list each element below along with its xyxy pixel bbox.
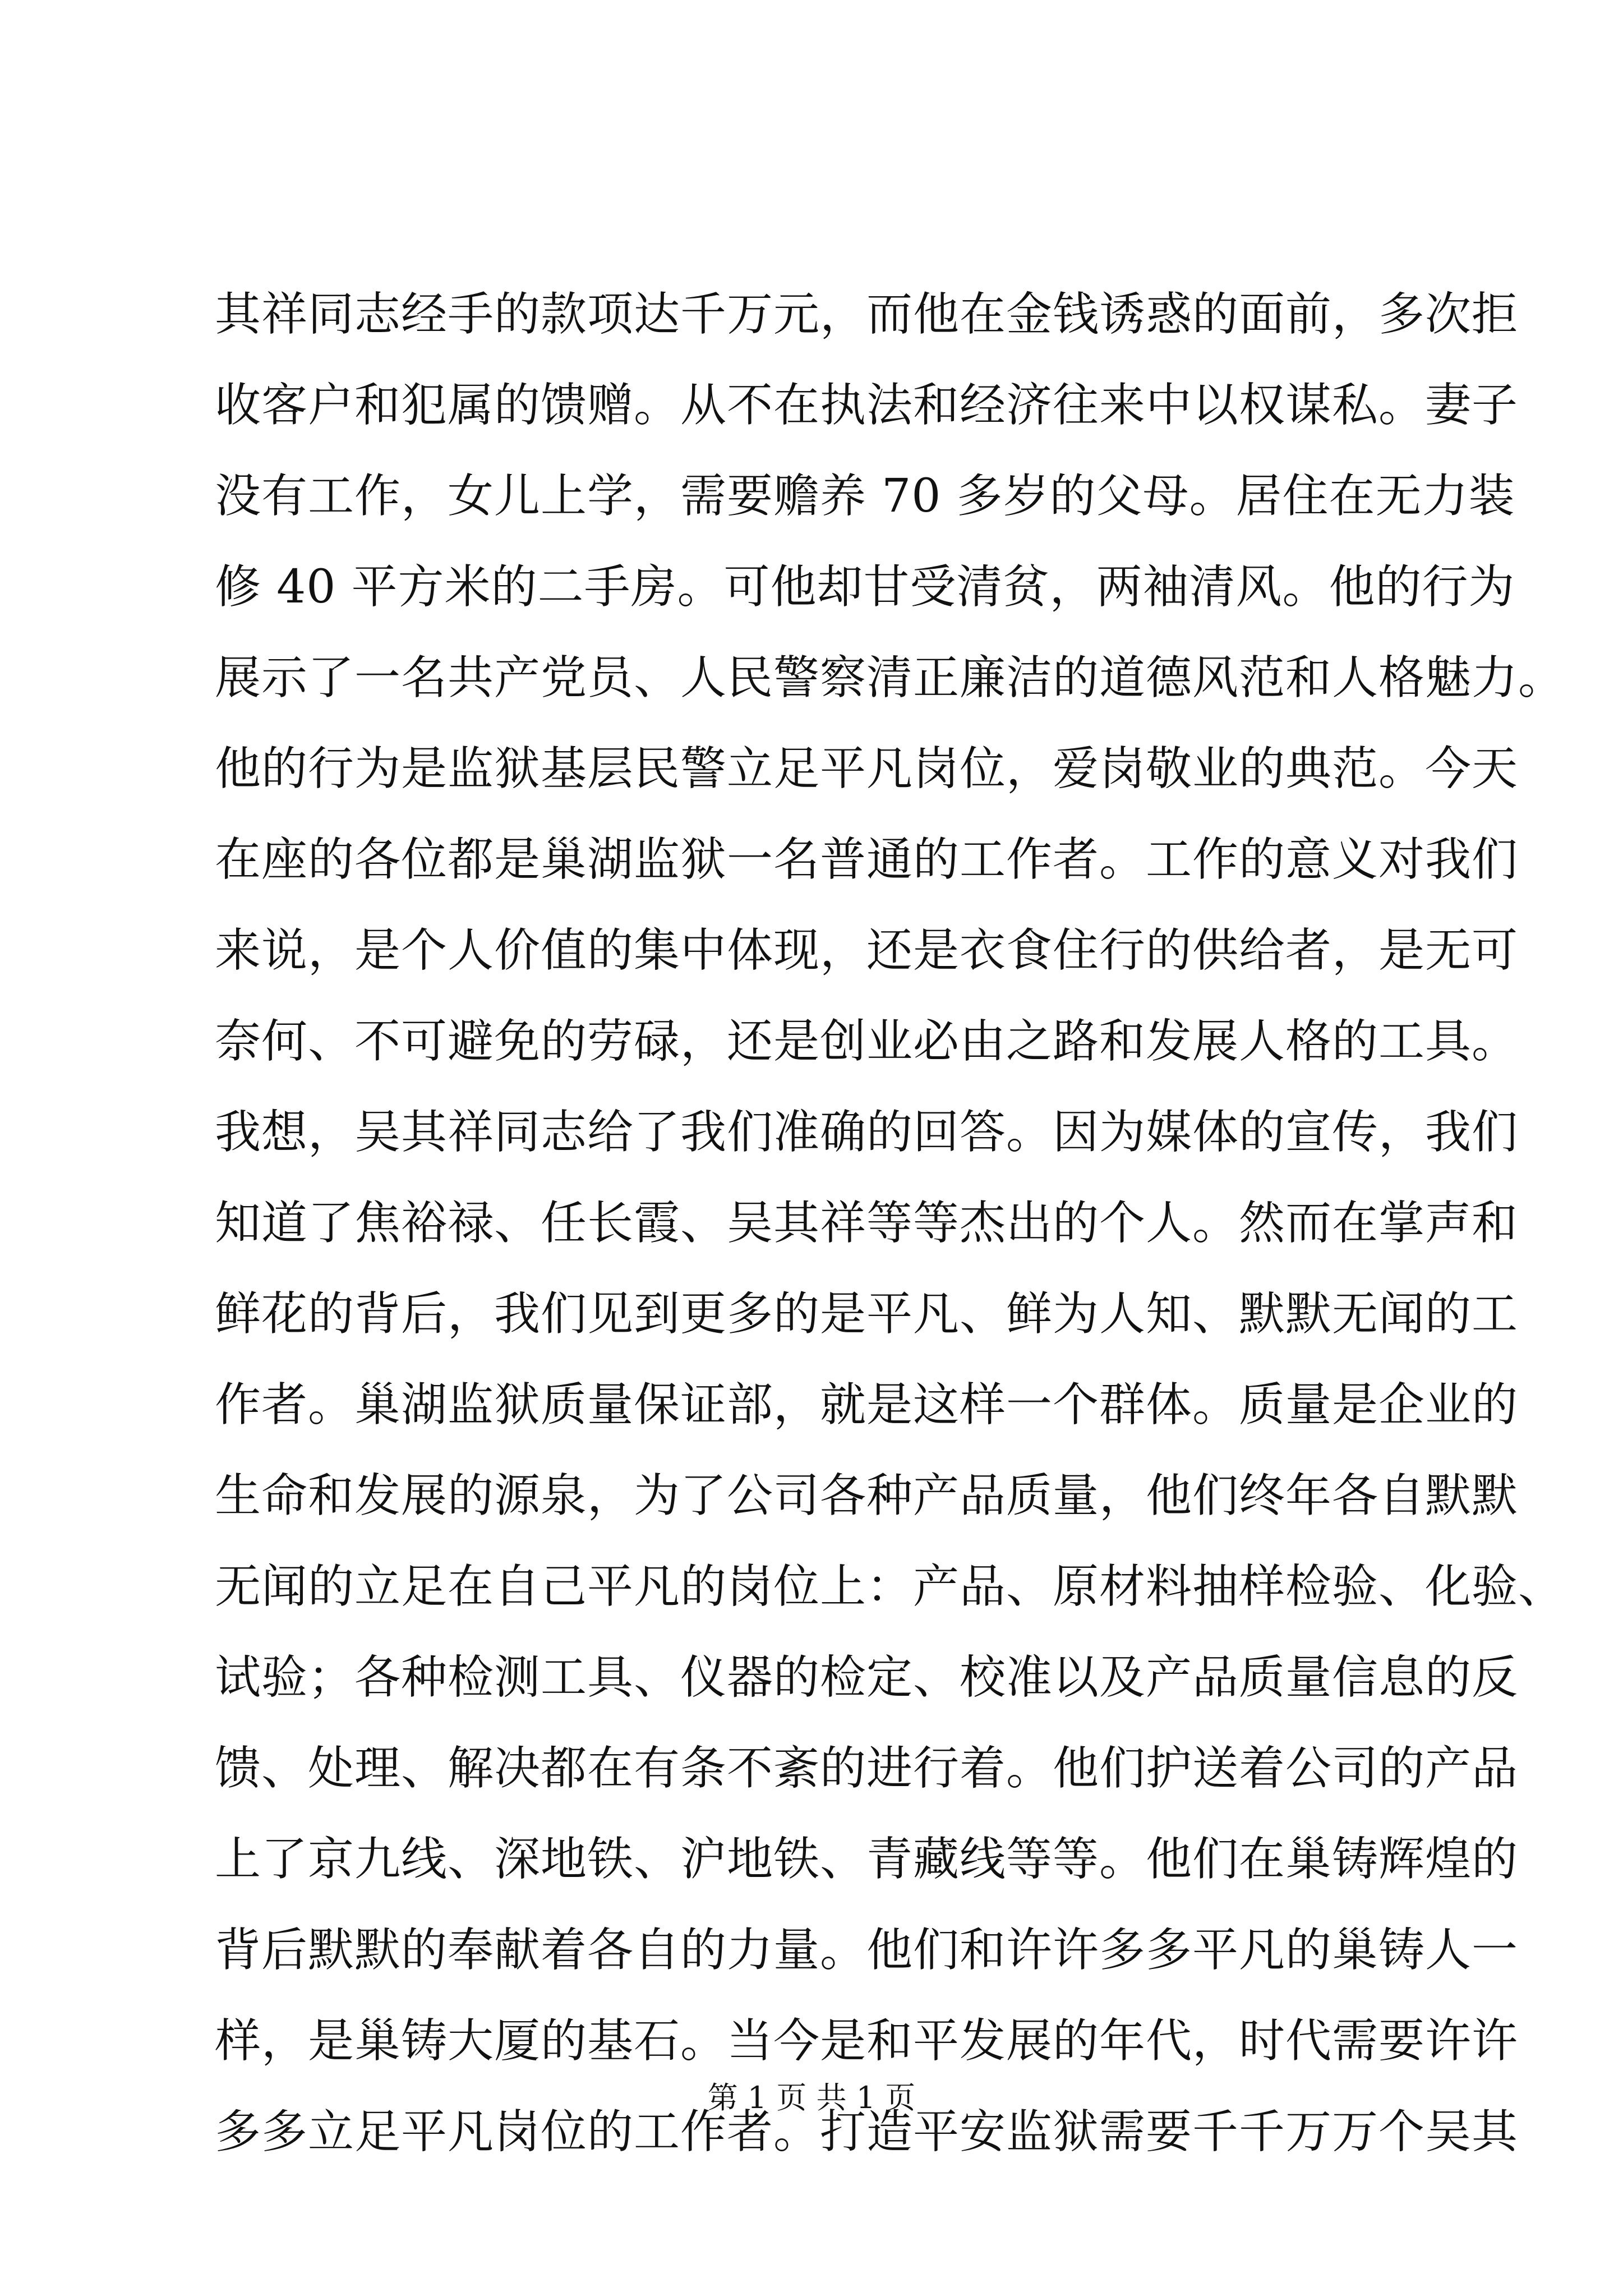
text-line-19: 背后默默的奉献着各自的力量。他们和许许多多平凡的巢铸人一 (215, 1924, 1519, 1977)
page-number-label: 第 1 页 共 1 页 (707, 2080, 916, 2115)
text-line-10: 我想，吴其祥同志给了我们准确的回答。因为媒体的宣传，我们 (215, 1106, 1519, 1159)
body-text (215, 269, 1565, 2178)
text-line-2: 收客户和犯属的馈赠。从不在执法和经济往来中以权谋私。妻子 (215, 379, 1519, 432)
page-footer (0, 2076, 1623, 2120)
text-line-1: 其祥同志经手的款项达千万元，而他在金钱诱惑的面前，多次拒 (215, 288, 1519, 341)
text-line-15: 无闻的立足在自己平凡的岗位上：产品、原材料抽样检验、化验、 (215, 1560, 1565, 1613)
text-line-4: 修 40 平方米的二手房。可他却甘受清贫，两袖清风。他的行为 (215, 560, 1515, 614)
text-line-6: 他的行为是监狱基层民警立足平凡岗位，爱岗敬业的典范。今天 (215, 742, 1519, 795)
text-line-9: 奈何、不可避免的劳碌，还是创业必由之路和发展人格的工具。 (215, 1015, 1519, 1068)
text-line-12: 鲜花的背后，我们见到更多的是平凡、鲜为人知、默默无闻的工 (215, 1287, 1519, 1341)
text-line-21: 多多立足平凡岗位的工作者。打造平安监狱需要千千万万个吴其 (215, 2105, 1519, 2159)
text-line-13: 作者。巢湖监狱质量保证部，就是这样一个群体。质量是企业的 (215, 1378, 1519, 1432)
text-line-11: 知道了焦裕禄、任长霞、吴其祥等等杰出的个人。然而在掌声和 (215, 1197, 1519, 1250)
text-line-17: 馈、处理、解决都在有条不紊的进行着。他们护送着公司的产品 (215, 1742, 1519, 1795)
text-line-20: 样，是巢铸大厦的基石。当今是和平发展的年代，时代需要许许 (215, 2014, 1519, 2068)
text-line-8: 来说，是个人价值的集中体现，还是衣食住行的供给者，是无可 (215, 924, 1519, 977)
text-line-14: 生命和发展的源泉，为了公司各种产品质量，他们终年各自默默 (215, 1469, 1519, 1522)
text-line-5: 展示了一名共产党员、人民警察清正廉洁的道德风范和人格魅力。 (215, 651, 1565, 705)
text-line-18: 上了京九线、深地铁、沪地铁、青藏线等等。他们在巢铸辉煌的 (215, 1833, 1519, 1886)
text-line-7: 在座的各位都是巢湖监狱一名普通的工作者。工作的意义对我们 (215, 833, 1519, 886)
text-line-16: 试验；各种检测工具、仪器的检定、校准以及产品质量信息的反 (215, 1651, 1519, 1704)
text-line-3: 没有工作，女儿上学，需要赡养 70 多岁的父母。居住在无力装 (215, 470, 1515, 523)
